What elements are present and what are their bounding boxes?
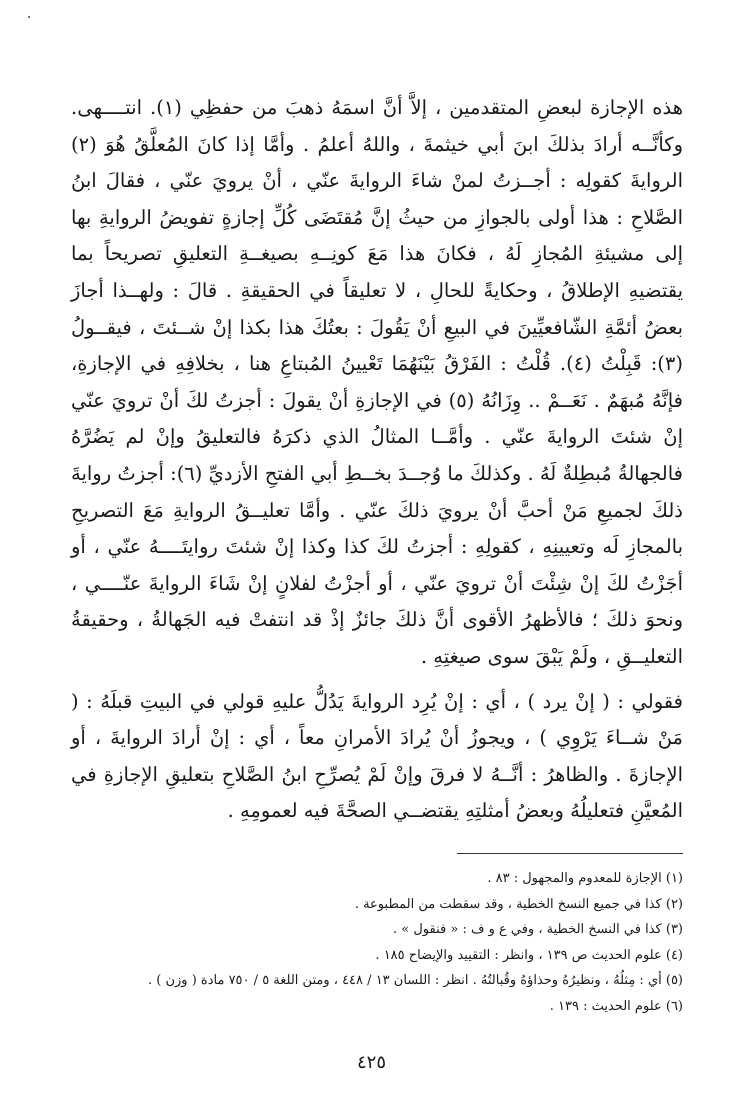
page-number: ٤٢٥ <box>356 1052 386 1073</box>
main-text <box>71 90 683 830</box>
paragraph-1: هذه الإجازة لبعضِ المتقدمين ، إلاَّ أنَّ اسمَهُ ذهبَ من حفظِي (١). انتــــهى. وكأنَّــه أرادَ بذلكَ ابنَ أبي خيثمةَ ، واللهُ أعلمُ . وأمَّا إذا كانَ المُعلَّقُ هُوَ (٢) الروايةَ كقولِه : أجــزتُ لمنْ شاءَ الروايةَ عنّي ، أنْ يرويَ عنّي ، فقالَ ابنُ الصَّلاحِ : هذا أولى بالجوازِ من حيثُ إنَّ مُقتَضَى كُلِّ إجازةٍ تفويضُ الروايةِ بها إلى مشيئةِ المُجازِ لَهُ ، فكانَ هذا مَعَ كونِــهِ بصيغــةِ التعليقِ تصريحاً بما يقتضيهِ الإطلاقُ ، وحكايةً للحالِ ، لا تعليقاً في الحقيقةِ . قالَ : ولهــذا أجازَ بعضُ أئمَّةِ الشّافعيِّينَ في البيعِ أنْ يَقُولَ : بعتُكَ هذا بكذا إنْ شــئتَ ، فيقــولُ (٣): قَبِلْتُ (٤). قُلْتُ : الفَرْقُ بَيْنَهُمَا تَعْيينُ المُبتاعِ هنا ، بخلافِهِ في الإجازةِ، فإنَّهُ مُبهَمٌ . نَعَــمْ .. وِزَانُهُ (٥) في الإجازةِ أنْ يقولَ : أجزتُ لكَ أنْ ترويَ عنّي إنْ شئتَ الروايةَ عنّي . وأمَّــا المثالُ الذي ذكرَهُ فالتعليقُ وإنْ لم يَضُرَّهُ فالجهالةُ مُبطِلةٌ لَهُ . وكذلكَ ما وُجــدَ بخــطِ أبي الفتحِ الأزديِّ (٦): أجزتُ روايةَ ذلكَ لجميعِ مَنْ أحبَّ أنْ يرويَ ذلكَ عنّي . وأمَّا تعليــقُ الروايةِ مَعَ التصريحِ بالمجازِ لَه وتعيينِهِ ، كقولِهِ : أجزتُ لكَ كذا وكذا إنْ شئتَ روايتَــــهُ عنّي ، أو أجَزْتُ لكَ إنْ شِئْتَ أنْ ترويَ عنّي ، أو أجزْتُ لفلانٍ إنْ شَاءَ الروايةَ عنّــــي ، ونحوَ ذلكَ ؛ فالأظهرُ الأقوى أنَّ ذلكَ جائزٌ إذْ قد انتفتْ فيه الجَهالةُ ، وحقيقةُ التعليــقِ ، ولَمْ يَبْقَ سوى صيغتِهِ . <box>71 96 683 668</box>
footnote-3: (٣) كذا في النسخ الخطية ، وفي ع و ف : « فنقول » . <box>393 922 683 937</box>
footnote-5: (٥) أي : مِثلُهُ ، ونظيرُهُ وحذاؤهُ وقُبالتُهُ . انظر : اللسان ١٣ / ٤٤٨ ، ومتن اللغة ٥ / ٧٥٠ مادة ( وزن ) . <box>148 973 683 988</box>
scan-speck <box>28 16 30 18</box>
footnote-6: (٦) علوم الحديث : ١٣٩ . <box>549 998 683 1014</box>
footnote-2: (٢) كذا في جميع النسخ الخطية ، وقد سقطت من المطبوعة . <box>354 896 683 912</box>
paragraph-2: فقولي : ( إنْ يرد ) ، أي : إنْ يُرِد الروايةَ يَدُلُّ عليهِ قولي في البيتِ قبلَهُ : ( مَنْ شــاءَ يَرْوِي ) ، ويجوزُ أنْ يُرادَ الأمرانِ معاً ، أي : إنْ أرادَ الروايةَ ، أو الإجازةَ . والظاهرُ : أنَّــهُ لا فرقَ وإنْ لَمْ يُصرِّحِ ابنُ الصَّلاحِ بتعليقِ الإجازةِ في المُعيَّنِ فتعليلُهُ وبعضُ أمثلتِهِ يقتضــي الصحَّةَ فيه لعمومِهِ . <box>71 689 683 823</box>
footnotes-list <box>63 866 683 1019</box>
footnote-1: (١) الإجازة للمعدوم والمجهول : ٨٣ . <box>487 871 683 886</box>
footnote-4: (٤) علوم الحديث ص ١٣٩ ، وانظر : التقييد والإيضاح ١٨٥ . <box>375 947 683 963</box>
footnote-separator <box>457 853 683 854</box>
